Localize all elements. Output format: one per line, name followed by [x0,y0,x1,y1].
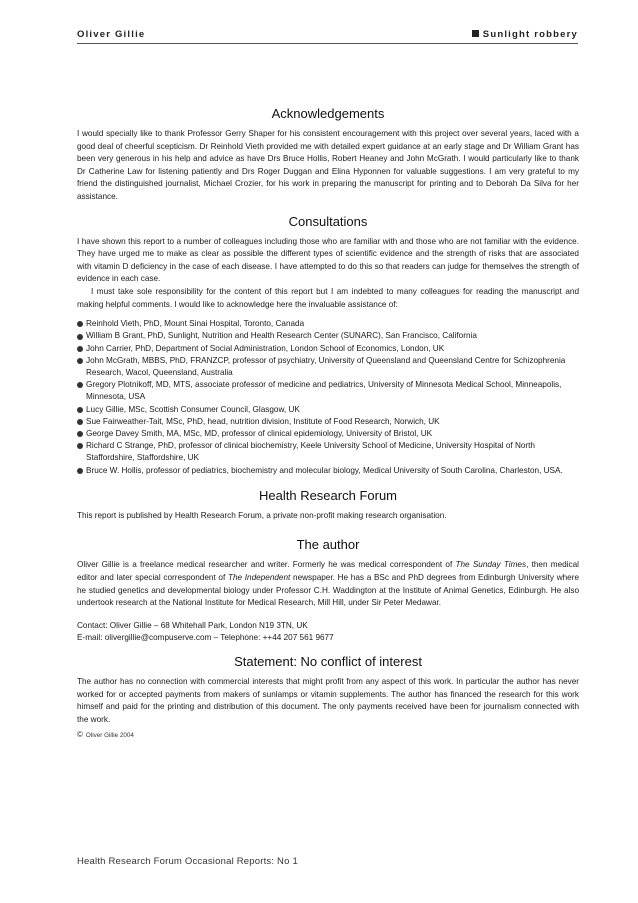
list-item [77,465,579,477]
copyright-line [77,730,579,741]
list-item-text: George Davey Smith, MA, MSc, MD, professor of clinical epidemiology, University of Bristol, UK [86,428,433,438]
author-heading: The author [296,537,360,553]
list-item-text: Richard C Strange, PhD, professor of clinical biochemistry, Keele University School of Medicine, University Hospital of North Staffordshire, Staffordshire, UK [86,441,535,463]
list-item-text: Bruce W. Hollis, professor of pediatrics, biochemistry and molecular biology, Medical University of South Carolina, Charleston, USA. [86,465,563,475]
contact-email-phone: E-mail: olivergillie@compuserve.com – Telephone: ++44 207 561 9677 [77,633,334,643]
bullet-icon [77,358,83,364]
independent-title: The Independent [227,572,291,582]
list-item [77,404,579,416]
list-item-text: Gregory Plotnikoff, MD, MTS, associate professor of medicine and pediatrics, University of Minnesota Medical School, Minneapolis, Minnesota, USA [86,380,562,402]
list-item [77,355,579,379]
consultations-paragraph-2: I must take sole responsibility for the content of this report but I am indebted to many colleagues for reading the manuscript and making helpful comments. I would like to acknowledge here the invaluable assistance of: [77,286,579,309]
author-bio-part-3: newspaper. He has a BSc and PhD degrees from Edinburgh University where he studied genetics and developmental biology under Professor C.H. Waddington at the Institute of Animal Genetics, Edinburgh. He also undertook research at the National Institute for Medical Research, Mill Hill, under Sir Peter Medawar. [77,572,580,608]
sunday-times-title: The Sunday Times [455,560,527,570]
list-item [77,318,579,330]
running-footer: Health Research Forum Occasional Reports: No 1 [77,856,298,867]
list-item-text: Lucy Gillie, MSc, Scottish Consumer Council, Glasgow, UK [86,404,300,414]
consultants-list [77,318,579,477]
bullet-icon [77,419,83,425]
bullet-icon [77,346,83,352]
consultations-heading: Consultations [288,213,368,229]
list-item-text: John McGrath, MBBS, PhD, FRANZCP, professor of psychiatry, University of Queensland and Queensland Centre for Schizophrenia Research, Wacol, Queensland, Australia [86,355,566,377]
bullet-icon [77,443,83,449]
author-bio [77,559,579,609]
conflict-statement-section [77,653,579,741]
header-author: Oliver Gillie [77,29,146,40]
list-item [77,343,579,355]
copyright-text: Oliver Gillie 2004 [85,732,134,740]
bullet-icon [77,321,83,327]
hrf-text: This report is published by Health Research Forum, a private non-profit making research organisation. [77,510,447,520]
list-item [77,379,579,403]
contact-address: Contact: Oliver Gillie – 68 Whitehall Park, London N19 3TN, UK [77,620,308,630]
list-item [77,416,579,428]
acknowledgements-section [77,105,579,204]
author-section [77,536,579,645]
main-content [77,105,579,741]
list-item-text: John Carrier, PhD, Department of Social Administration, London School of Economics, London, UK [86,343,445,353]
acknowledgements-text: I would specially like to thank Professor Gerry Shaper for his consistent encouragement with this project over several years, laced with a good deal of cheerful scepticism. Dr Reinhold Vieth provided me with detailed expert guidance at an early stage and Dr William Grant has been very generous in his help and advice as have Drs Bruce Hollis, Robert Heaney and John McGrath. I would particularly like to thank Dr Catherine Law for listening patiently and Drs Roger Duggan and Elina Hyponnen for valuable suggestions. I am very grateful to my friend the distinguished journalist, Michael Crozier, for his work in preparing the manuscript for printing and to Deborah Da Silva for her assistance. [77,129,579,201]
author-bio-part-2: , then medical editor and later special correspondent of [77,560,579,582]
bullet-icon [77,382,83,388]
list-item-text: William B Grant, PhD, Sunlight, Nutrition and Health Research Center (SUNARC), San Francisco, California [86,331,477,341]
statement-text: The author has no connection with commercial interests that might profit from any aspect of this work. In particular the author has never worked for or accepted payments from makers of sunlamps or vitamin supplements. The author has financed the research for this work himself and paid for the printing and distribution of this document. The only payments received have been for journalism connected with the work. [77,676,579,724]
list-item-text: Reinhold Vieth, PhD, Mount Sinai Hospital, Toronto, Canada [86,319,305,329]
square-bullet-icon [472,30,479,37]
header-title-text: Sunlight robbery [482,29,578,40]
statement-heading: Statement: No conflict of interest [234,653,422,669]
bullet-icon [77,431,83,437]
list-item [77,330,579,342]
bullet-icon [77,407,83,413]
hrf-heading: Health Research Forum [259,487,397,503]
consultations-section [77,213,579,477]
list-item-text: Sue Fairweather-Tait, MSc, PhD, head, nutrition division, Institute of Food Research, Norwich, UK [86,416,440,426]
health-research-forum-section [77,487,579,523]
author-bio-part-1: Oliver Gillie is a freelance medical researcher and writer. Formerly he was medical correspondent of [77,560,456,570]
bullet-icon [77,468,83,474]
list-item [77,440,579,464]
consultations-paragraph-1: I have shown this report to a number of colleagues including those who are familiar with and those who are not familiar with the evidence. They have urged me to make as clear as possible the different types of scientific evidence and the strength of risks that are associated with vitamin D deficiency in the case of each disease. I have attempted to do this so that readers can judge for themselves the strength of evidence in each case. [77,236,579,284]
list-item [77,428,579,440]
running-header [77,27,578,44]
acknowledgements-heading: Acknowledgements [271,106,385,121]
bullet-icon [77,334,83,340]
header-title [472,29,578,40]
copyright-icon: © [77,730,83,740]
contact-block [77,620,579,645]
